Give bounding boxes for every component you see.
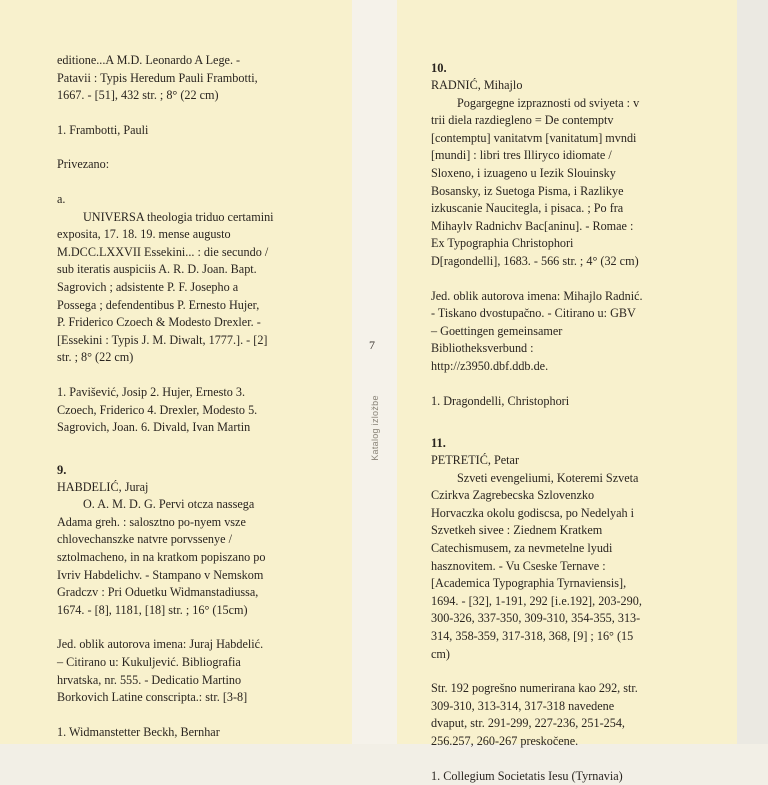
entry-9-description: O. A. M. D. G. Pervi otcza nassega Adama greh. : salosztno po-nyem vsze chlovechanszke natvre porvssenye / sztolmacheno, in na kratkom popiszano po Ivriv Habdelichv. - Stampano v Nemskom Gradczv : Pri Oduetku Widmanstadiussa, 1674. - [8], 1181, [18] str. ; 16° (15cm) — [57, 497, 266, 617]
bound-item-subjects: 1. Pavišević, Josip 2. Hujer, Ernesto 3. Czoech, Friderico 4. Drexler, Modesto 5. Sagrovich, Joan. 6. Divald, Ivan Martin — [57, 384, 258, 435]
right-page — [397, 0, 737, 783]
page-gutter — [352, 0, 397, 744]
entry-9-author: HABDELIĆ, Juraj — [57, 479, 149, 494]
page-edge — [737, 0, 768, 744]
entry-10-subjects: 1. Dragondelli, Christophori — [431, 393, 570, 408]
entry-11-description: Szveti evengeliumi, Koteremi Szveta Czirkva Zagrebecska Szlovenzko Horvaczka okolu godiscsa, po Nedelyah i Szvetkeh sivee : Ziednem Kratkem Catechismusem, za nevmetelne lyudi hasznovitem. - Vu Cseske Ternave : [Academica Typographia Tyrnaviensis], 1694. - [32], 1-191, 292 [i.e.192], 203-290, 300-326, 337-350, 309-310, 354-355, 313- 314, 358-359, 317-318, 368, [9] ; 16° (15 cm) — [431, 470, 642, 661]
bound-with-label: Privezano: — [57, 157, 110, 172]
entry-10-description: Pogargegne izpraznosti od sviyeta : v trii diela razdiegleno = De contemptv [contemptu] vanitatvm [vanitatum] mvndi [mundi] : libri tres Illiryco idiomate / Sloxeno, i izuageno u Iezik Slouinsky Bosansky, iz Suetoga Pisma, i Razlikye izkuscanie Naucitegla, i pisaca. ; Po fra Mihaylv Radnichv Bac[aninu]. - Romae : Ex Typographia Christophori D[ragondelli], 1683. - 566 str. ; 4° (32 cm) — [431, 95, 640, 268]
entry-11-number: 11. — [431, 436, 446, 451]
entry-10-notes: Jed. oblik autorova imena: Mihajlo Radnić. - Tiskano dvostupačno. - Citirano u: GBV – Goettingen gemeinsamer Bibliotheksverbund : http://z3950.dbf.ddb.de. — [431, 288, 643, 373]
entry-10-author: RADNIĆ, Mihajlo — [431, 78, 523, 92]
entry-11-subjects: 1. Collegium Societatis Iesu (Tyrnavia) — [431, 768, 623, 783]
continued-entry-description: editione...A M.D. Leonardo A Lege. - Patavii : Typis Heredum Pauli Frambotti, 1667. - [51], 432 str. ; 8° (22 cm) — [57, 53, 258, 103]
section-label — [360, 388, 390, 468]
entry-9-notes: Jed. oblik autorova imena: Juraj Habdelić. – Citirano u: Kukuljević. Bibliografia hrvatska, nr. 555. - Dedicatio Martino Borkovich Latine conscripta.: str. [3-8] — [57, 637, 264, 705]
entry-11-notes: Str. 192 pogrešno numerirana kao 292, str. 309-310, 313-314, 317-318 navedene dvaput, str. 291-299, 227-236, 251-254, 256.257, 260-267 preskočene. — [431, 681, 638, 748]
bound-item-description: UNIVERSA theologia triduo certamini exposita, 17. 18. 19. mense augusto M.DCC.LXXVII Essekini... : die secundo / sub iteratis auspiciis A. R. D. Joan. Bapt. Sagrovich ; adsistente P. F. Josepho a Possega ; defendentibus P. Ernesto Hujer, P. Friderico Czoech & Modesto Drexler. - [Essekini : Typis J. M. Diwalt, 1777.]. - [2] str. ; 8° (22 cm) — [57, 209, 274, 365]
bound-item-letter: a. — [57, 191, 66, 206]
entry-10-number: 10. — [431, 61, 447, 75]
entry-11-author: PETRETIĆ, Petar — [431, 453, 520, 468]
entry-9-subjects: 1. Widmanstetter Beckh, Bernhar — [57, 724, 220, 739]
continued-entry-subjects: 1. Frambotti, Pauli — [57, 122, 149, 137]
left-page — [0, 0, 352, 744]
page-number: 7 — [369, 338, 375, 352]
entry-9-number: 9. — [57, 462, 67, 477]
section-label-text: Katalog izložbe — [370, 395, 381, 461]
